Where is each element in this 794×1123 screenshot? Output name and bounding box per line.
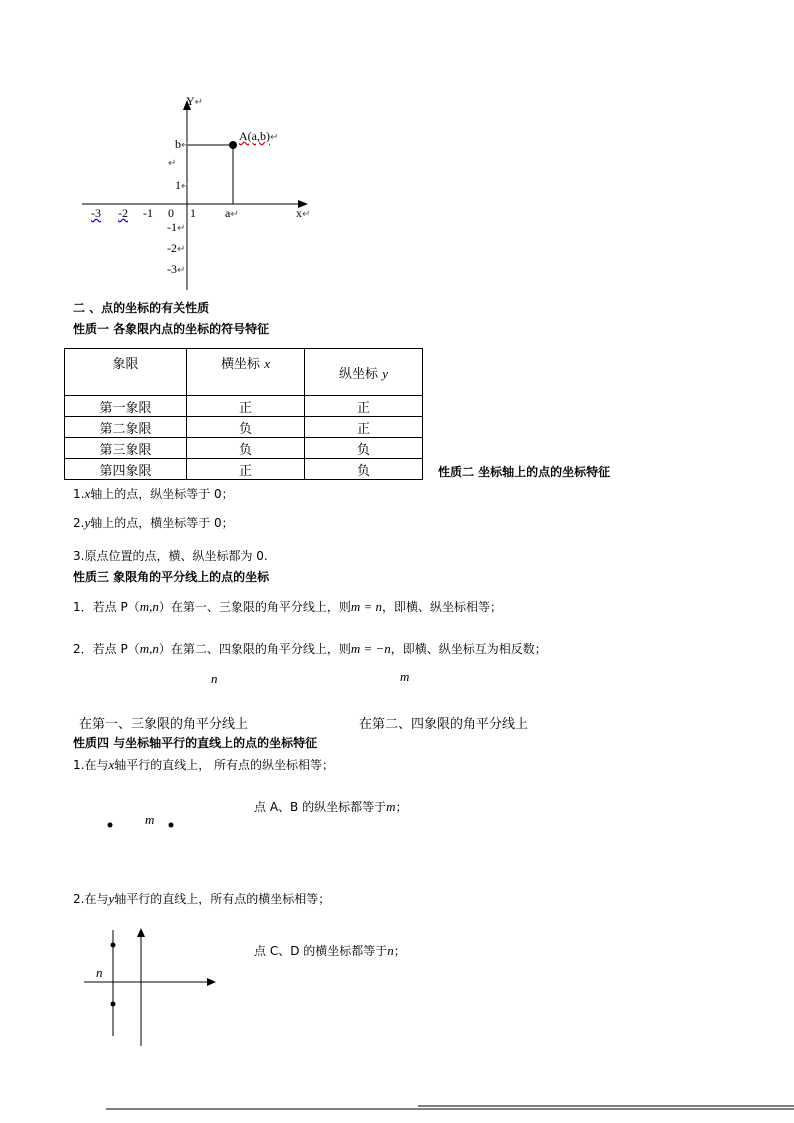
a-tick-label: a↵ [225, 206, 239, 220]
property-1-title: 性质一 各象限内点的坐标的符号特征 [73, 322, 270, 336]
point-a-label: A(a,b)↵ [239, 129, 279, 143]
table-cell: 第二象限 [65, 417, 187, 438]
x-tick-1: 1 [190, 206, 196, 220]
point-d-dot [111, 1002, 116, 1007]
table-row [65, 396, 423, 417]
prop3-line-1: 1．若点 P（m,n）在第一、三象限的角平分线上，则m = n，即横、纵坐标相等； [73, 599, 503, 614]
prop4-cd-statement: 点 C、D 的横坐标都等于n； [254, 943, 406, 958]
table-cell: 负 [305, 459, 423, 480]
b-tick-label: b↵ [175, 137, 190, 151]
table-cell: 正 [187, 396, 305, 417]
y-axis-label: Y↵ [186, 94, 204, 108]
table-cell: 负 [187, 417, 305, 438]
table-row [65, 459, 423, 480]
table-cell: 负 [305, 438, 423, 459]
y-tick-1: 1↵ [175, 178, 190, 192]
table-row [65, 417, 423, 438]
table-cell: 正 [305, 396, 423, 417]
table-cell: 正 [305, 417, 423, 438]
x-tick-neg3: -3 [91, 206, 101, 220]
fig3-m-label: m [400, 669, 410, 684]
prop4-line-2: 2.在与y轴平行的直线上，所有点的横坐标相等； [73, 891, 331, 906]
table-header-row [65, 349, 423, 396]
property-4-title: 性质四 与坐标轴平行的直线上的点的坐标特征 [73, 736, 318, 750]
point-c-dot [111, 943, 116, 948]
fig3-caption-right: 在第二、四象限的角平分线上 [359, 717, 529, 732]
fig3-caption-left: 在第一、三象限的角平分线上 [79, 717, 249, 732]
header-y: 纵坐标 y [305, 349, 423, 396]
x-axis-label: x↵ [296, 206, 311, 220]
header-quadrant: 象限 [65, 349, 187, 396]
table-cell: 负 [187, 438, 305, 459]
return-mark: ↵ [168, 158, 177, 169]
fig5-y-arrow [137, 928, 145, 937]
fig5-x-arrow [207, 978, 216, 986]
prop2-line-3: 3.原点位置的点，横、纵坐标都为 0. [73, 549, 268, 563]
point-a-dot [229, 141, 237, 149]
fig5-n-label: n [96, 965, 103, 980]
table-cell: 第四象限 [65, 459, 187, 480]
table-row [65, 438, 423, 459]
x-tick-neg1: -1 [143, 206, 153, 220]
property-2-title: 性质二 坐标轴上的点的坐标特征 [438, 465, 611, 479]
prop2-line-1: 1.x轴上的点，纵坐标等于 0； [73, 486, 234, 501]
quadrant-sign-table [64, 348, 423, 480]
prop4-ab-statement: 点 A、B 的纵坐标都等于m； [254, 799, 408, 814]
y-tick-neg2: -2↵ [167, 241, 186, 255]
section-2-title: 二 、点的坐标的有关性质 [73, 301, 210, 315]
header-x: 横坐标 x [187, 349, 305, 396]
fig3-n-label: n [211, 671, 218, 686]
x-tick-neg2: -2 [118, 206, 128, 220]
y-tick-neg1: -1↵ [167, 220, 186, 234]
property-3-title: 性质三 象限角的平分线上的点的坐标 [73, 570, 270, 584]
point-b-dot-fig4 [169, 823, 174, 828]
origin-label: 0 [168, 206, 174, 220]
prop2-line-2: 2.y轴上的点，横坐标等于 0； [73, 515, 234, 530]
table-cell: 第三象限 [65, 438, 187, 459]
table-cell: 正 [187, 459, 305, 480]
prop3-line-2: 2．若点 P（m,n）在第二、四象限的角平分线上，则m = −n，即横、纵坐标互为相反数； [73, 641, 547, 656]
prop4-line-1: 1.在与x轴平行的直线上， 所有点的纵坐标相等； [73, 757, 335, 772]
point-a-dot-fig4 [108, 823, 113, 828]
y-tick-neg3: -3↵ [167, 262, 186, 276]
table-cell: 第一象限 [65, 396, 187, 417]
fig4-m-label: m [145, 812, 155, 827]
